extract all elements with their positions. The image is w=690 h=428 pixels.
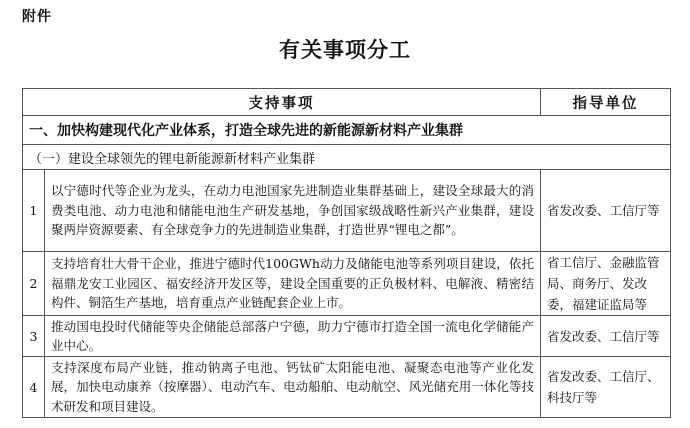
- subsection-row: [23, 145, 671, 170]
- row-department: 省发改委、工信厅等: [541, 316, 671, 357]
- subsection-title: （一）建设全球领先的锂电新能源新材料产业集群: [23, 145, 671, 170]
- task-division-table: [22, 88, 671, 418]
- row-department: 省发改委、工信厅等: [541, 170, 671, 252]
- row-content: 以宁德时代等企业为龙头，在动力电池国家先进制造业集群基础上，建设全球最大的消费类电池、动力电池和储能电池生产研发基地，争创国家级战略性新兴产业集群，建设聚两岸资源要素、有全球竞争力的先进制造业集群，打造世界“锂电之都”。: [45, 170, 541, 252]
- table-row: [23, 252, 671, 316]
- row-number: 3: [23, 316, 45, 357]
- table-row: [23, 357, 671, 418]
- row-content: 支持培育壮大骨干企业，推进宁德时代100GWh动力及储能电池等系列项目建设，依托福鼎龙安工业园区、福安经济开发区等，建设全国重要的正负极材料、电解液、精密结构件、铜箔生产基地，培育重点产业链配套企业上市。: [45, 252, 541, 316]
- row-department: 省工信厅、金融监管局、商务厅、发改委，福建证监局等: [541, 252, 671, 316]
- table-row: [23, 170, 671, 252]
- row-content: 推动国电投时代储能等央企储能总部落户宁德，助力宁德市打造全国一流电化学储能产业中心。: [45, 316, 541, 357]
- document-title: 有关事项分工: [279, 37, 411, 62]
- section-title: 一、加快构建现代化产业体系，打造全球先进的新能源新材料产业集群: [23, 116, 671, 145]
- row-content: 支持深度布局产业链，推动钠离子电池、钙钛矿太阳能电池、凝聚态电池等产业化发展，加快电动康养（按摩器）、电动汽车、电动船舶、电动航空、风光储充用一体化等技术研发和项目建设。: [45, 357, 541, 418]
- row-number: 1: [23, 170, 45, 252]
- header-department: 指导单位: [541, 89, 671, 116]
- section-row: [23, 116, 671, 145]
- row-number: 4: [23, 357, 45, 418]
- row-department: 省发改委、工信厅、科技厅等: [541, 357, 671, 418]
- attachment-label: 附件: [22, 9, 52, 25]
- table-row: [23, 316, 671, 357]
- header-content: 支持事项: [23, 89, 541, 116]
- table-header-row: [23, 89, 671, 116]
- row-number: 2: [23, 252, 45, 316]
